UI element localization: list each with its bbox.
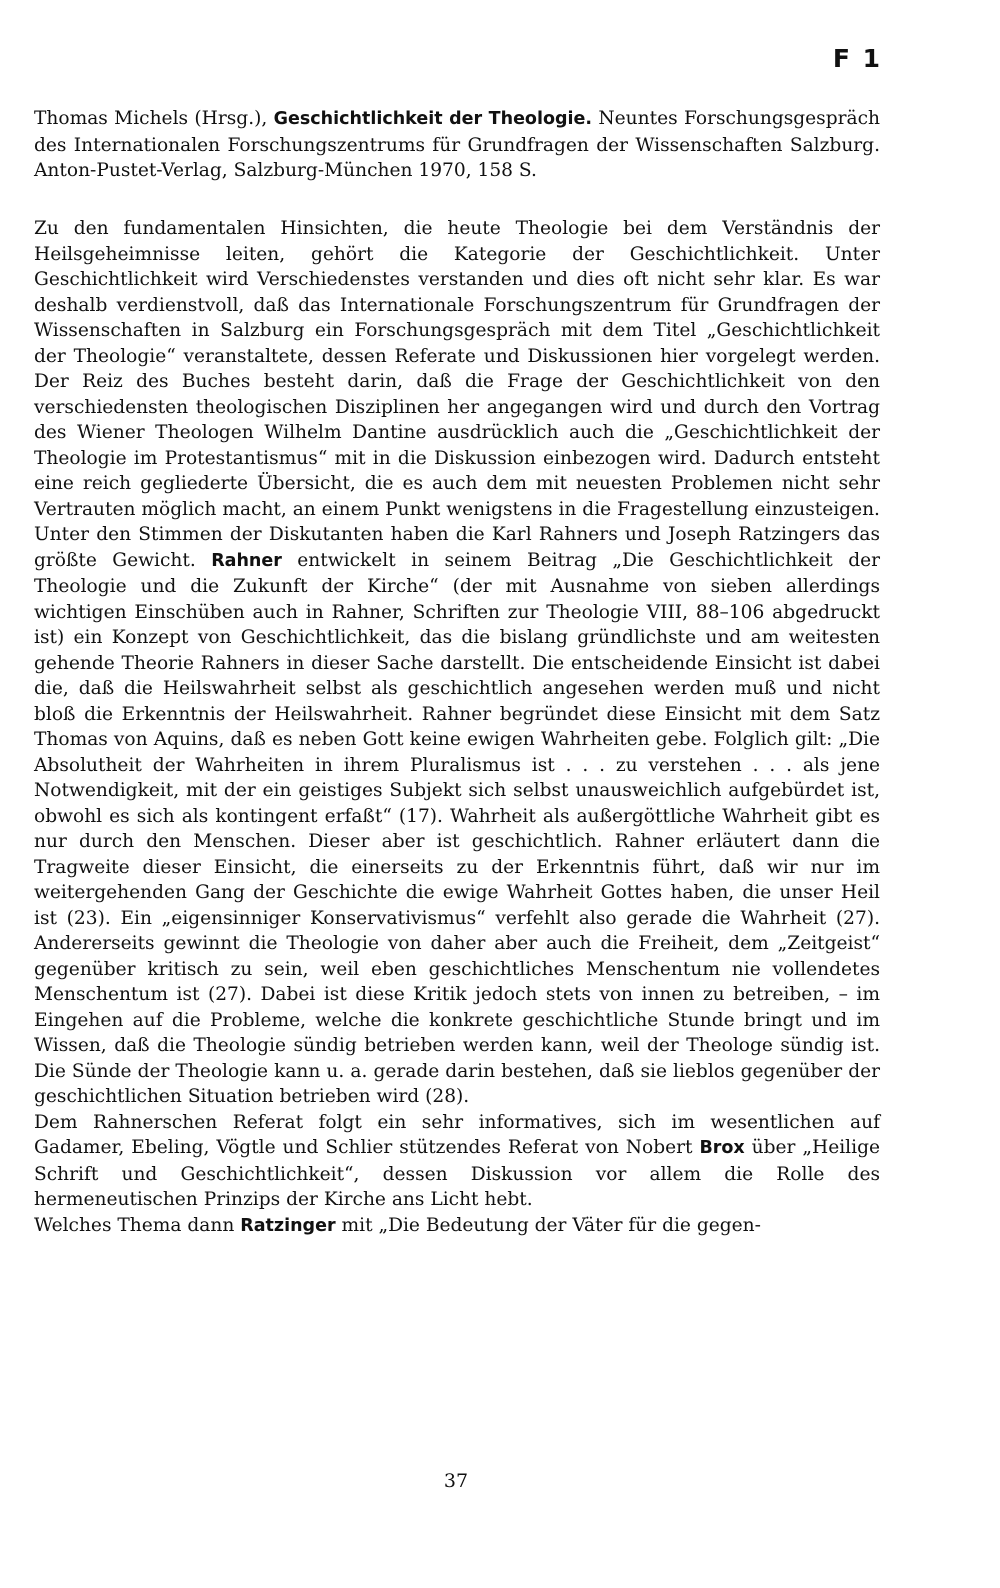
page-number: 37 [443, 1470, 469, 1492]
paragraph-1: Zu den fundamentalen Hinsichten, die heute Theologie bei dem Verständnis der Heilsgeheimnisse leiten, gehört die Kategorie der Geschichtlichkeit. Unter Geschichtlichkeit wird Verschiedenstes verstanden und dies oft nicht sehr klar. Es war deshalb verdienstvoll, daß das Internationale Forschungszentrum für Grundfragen der Wissenschaften in Salzburg ein Forschungsgespräch mit dem Titel „Geschichtlichkeit der Theologie“ veranstaltete, dessen Referate und Diskussionen hier vorgelegt werden. Der Reiz des Buches besteht darin, daß die Frage der Geschichtlichkeit von den verschiedensten theologischen Disziplinen her angegangen wird und durch den Vortrag des Wiener Theologen Wilhelm Dantine ausdrücklich auch die „Geschichtlichkeit der Theologie im Protestantismus“ mit in die Diskussion einbezogen wird. Dadurch entsteht eine reich gegliederte Übersicht, die es auch dem mit neuesten Problemen nicht sehr Vertrauten möglich macht, an einem Punkt wenigstens in die Fragestellung einzusteigen. [34, 218, 880, 520]
citation-details: Neuntes Forschungsgespräch des Internationalen Forschungszentrums für Grundfragen der Wissenschaften Salzburg. Anton-Pustet-Verlag, Salzburg-München 1970, 158 S. [34, 108, 880, 181]
paragraph-3 [34, 1110, 880, 1213]
paragraph-4-intro: Welches Thema dann [34, 1214, 241, 1236]
paragraph-2 [34, 522, 880, 1110]
paragraph-3-body: über „Heilige Schrift und Geschichtlichkeit“, dessen Diskussion vor allem die Rolle des hermeneutischen Prinzips der Kirche ans Licht hebt. [34, 1137, 880, 1210]
citation-title: Geschichtlichkeit der Theologie. [273, 109, 593, 129]
paragraph-3-intro: Dem Rahnerschen Referat folgt ein sehr informatives, sich im wesentlichen auf Gadamer, Ebeling, Vögtle und Schlier stützendes Referat von Nobert [34, 1111, 880, 1158]
page-code: F 1 [832, 44, 882, 73]
paragraph-2-intro: Unter den Stimmen der Diskutanten haben die Karl Rahners und Joseph Ratzingers das größte Gewicht. [34, 524, 880, 571]
book-citation [34, 106, 880, 184]
citation-author: Thomas Michels (Hrsg.), [34, 108, 274, 129]
name-rahner: Rahner [211, 550, 282, 571]
name-ratzinger: Ratzinger [240, 1215, 336, 1236]
paragraph-2-body: entwickelt in seinem Beitrag „Die Geschichtlichkeit der Theologie und die Zukunft der Kirche“ (der mit Ausnahme von sieben allerdings wichtigen Einschüben auch in Rahner, Schriften zur Theologie VIII, 88–106 abgedruckt ist) ein Konzept von Geschichtlichkeit, das die bislang gründlichste und am weitesten gehende Theorie Rahners in dieser Sache darstellt. Die entscheidende Einsicht ist dabei die, daß die Heilswahrheit selbst als geschichtlich angesehen werden muß und nicht bloß die Erkenntnis der Heilswahrheit. Rahner begründet diese Einsicht mit dem Satz Thomas von Aquins, daß es neben Gott keine ewigen Wahrheiten gebe. Folglich gilt: „Die Absolutheit der Wahrheiten in ihrem Pluralismus ist . . . zu verstehen . . . als jene Notwendigkeit, mit der ein geistiges Subjekt sich selbst unausweichlich aufgebürdet ist, obwohl es sich als kontingent erfaßt“ (17). Wahrheit als außergöttliche Wahrheit gibt es nur durch den Menschen. Dieser aber ist geschichtlich. Rahner erläutert dann die Tragweite dieser Einsicht, die einerseits zu der Erkenntnis führt, daß wir nur im weitergehenden Gang der Geschichte die ewige Wahrheit Gottes haben, die unser Heil ist (23). Ein „eigensinniger Konservativismus“ verfehlt also gerade die Wahrheit (27). Andererseits gewinnt die Theologie von daher aber auch die Freiheit, dem „Zeitgeist“ gegenüber kritisch zu sein, weil eben geschichtliches Menschentum nie vollendetes Menschentum ist (27). Dabei ist diese Kritik jedoch stets von innen zu betreiben, – im Eingehen auf die Probleme, welche die konkrete geschichtliche Stunde bringt und im Wissen, daß die Theologie sündig betrieben werden kann, weil der Theologe sündig ist. Die Sünde der Theologie kann u. a. gerade darin bestehen, daß sie lieblos gegenüber der geschichtlichen Situation betrieben wird (28). [34, 549, 880, 1107]
citation-paragraph [34, 106, 880, 184]
name-brox: Brox [699, 1138, 745, 1158]
review-body [34, 216, 880, 1239]
paragraph-4 [34, 1213, 880, 1240]
paragraph-4-body: mit „Die Bedeutung der Väter für die gegen- [335, 1214, 761, 1236]
